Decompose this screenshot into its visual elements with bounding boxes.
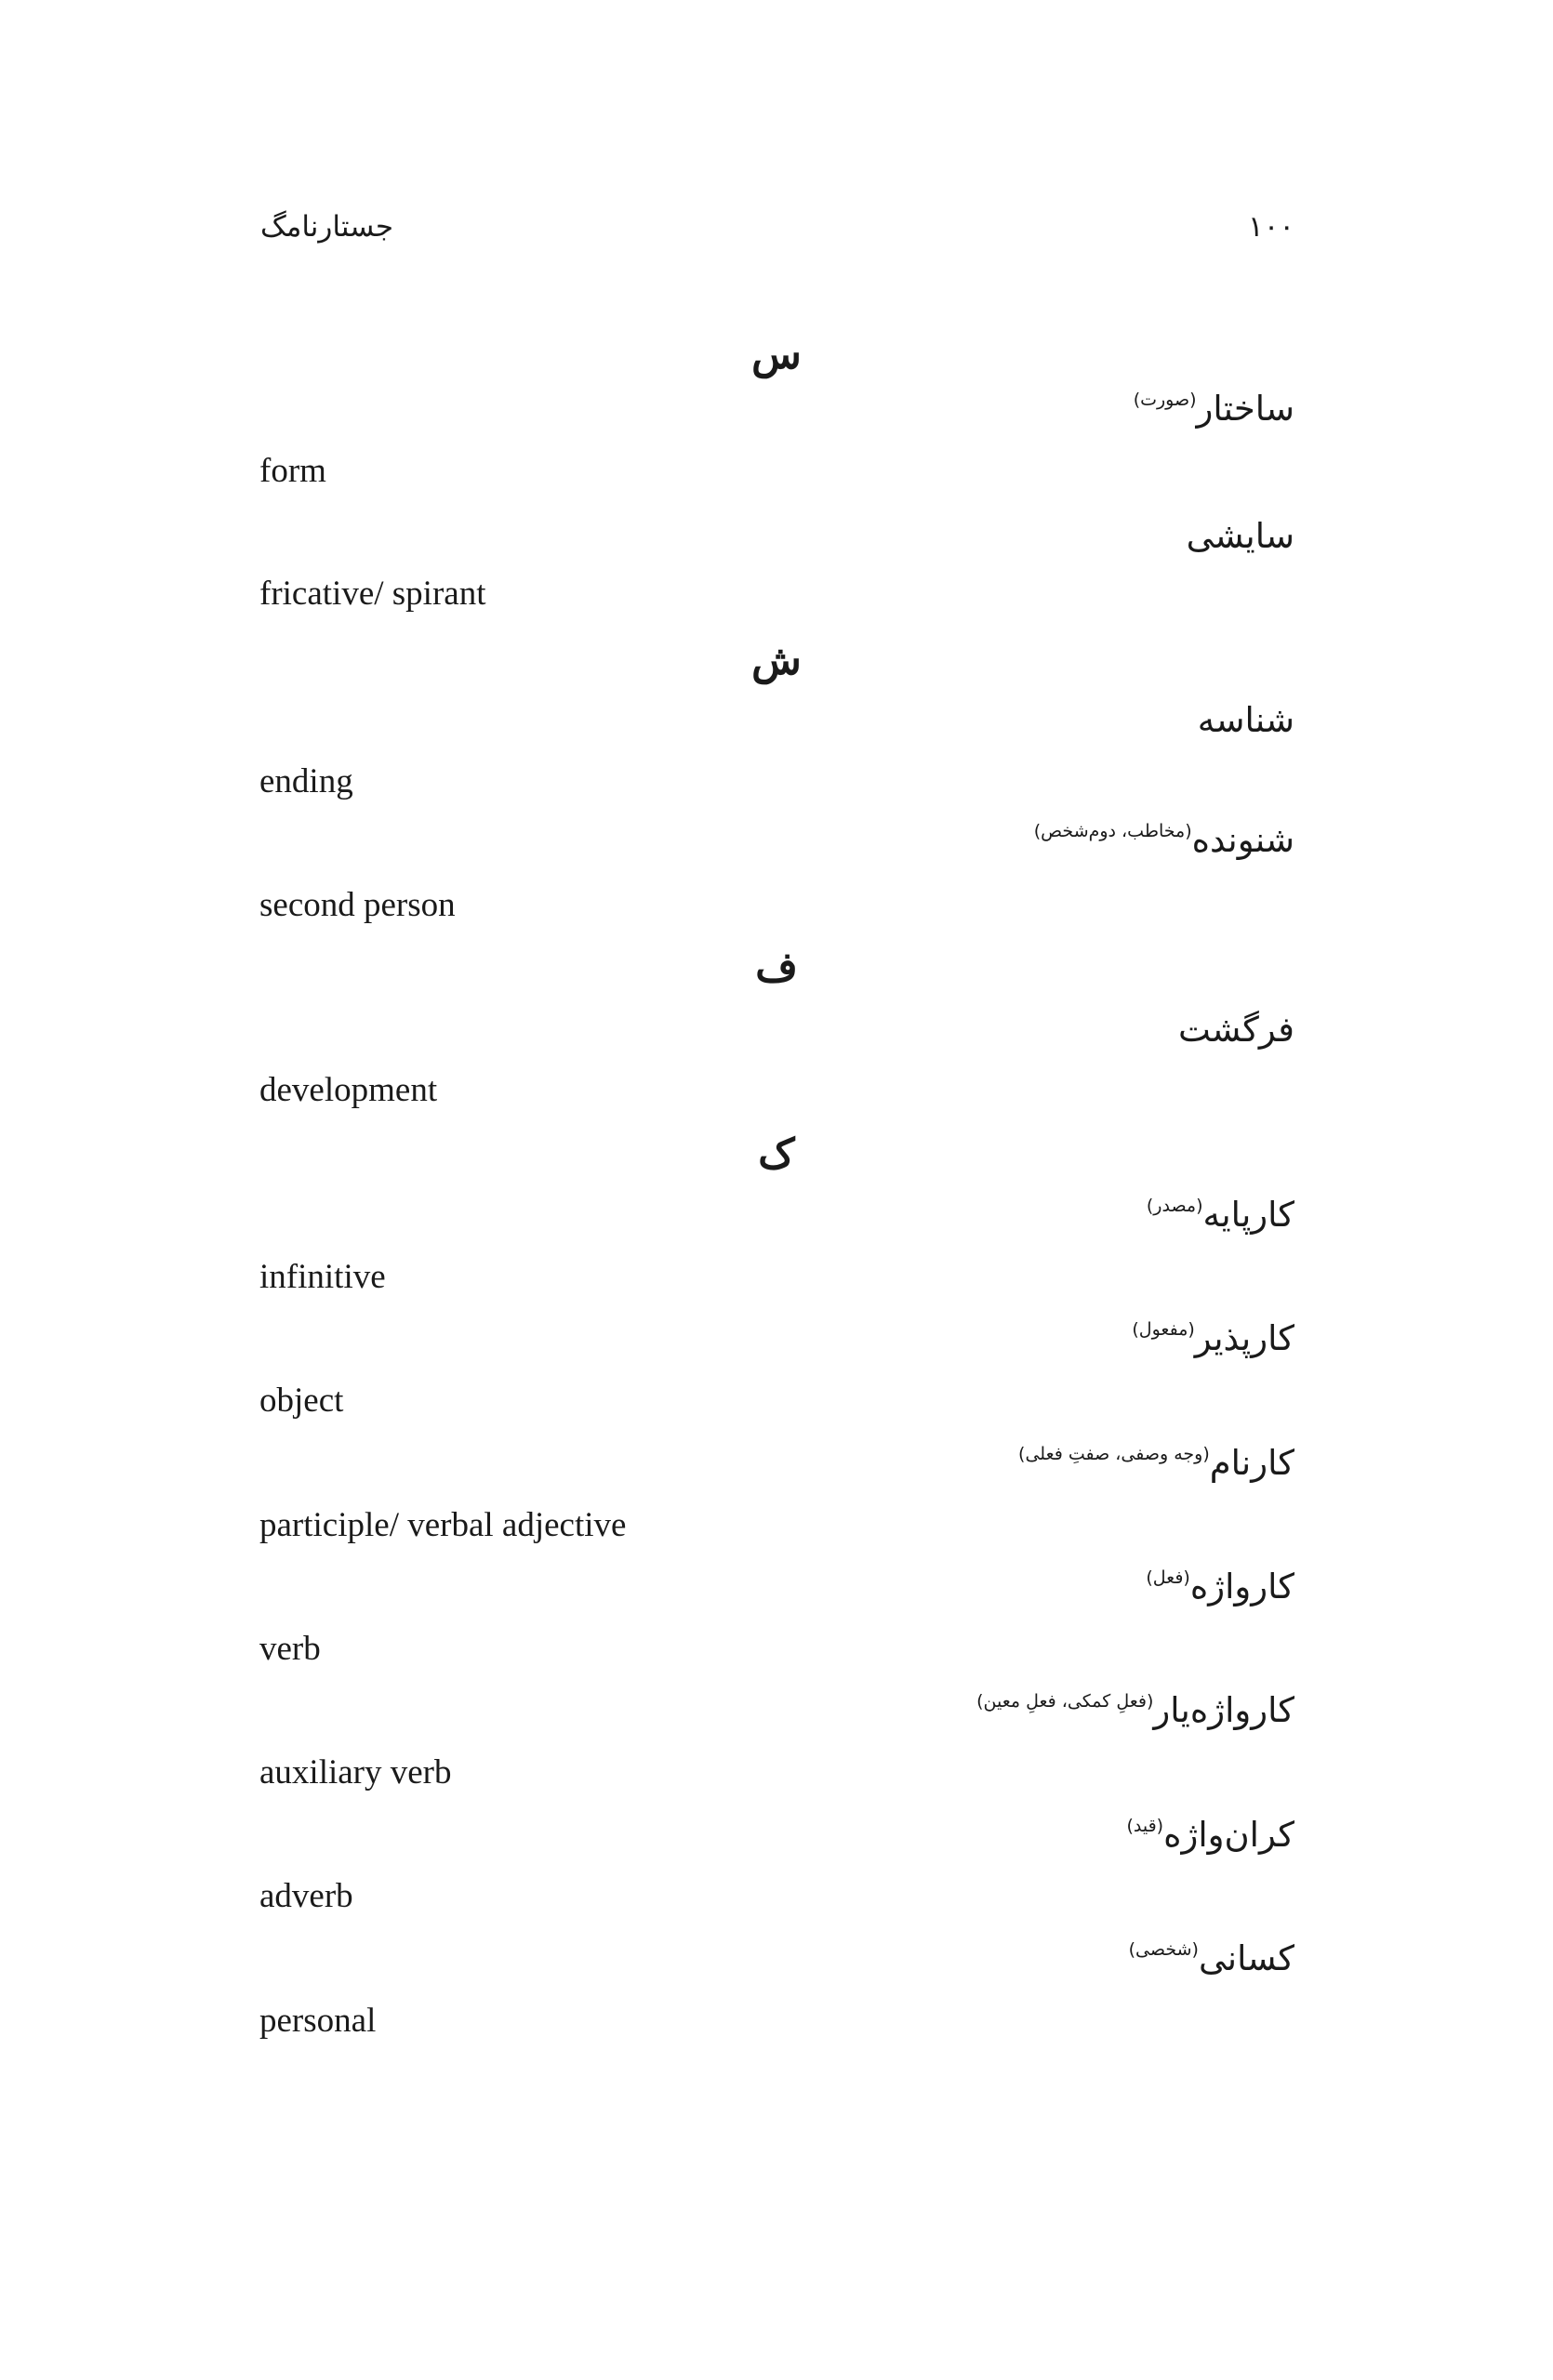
- persian-term-text: کارواژه: [1189, 1567, 1294, 1606]
- section-letter-sin: س: [751, 331, 802, 378]
- persian-term-text: کران‌واژه: [1163, 1815, 1294, 1855]
- persian-term-note: (وجه وصفی، صفتِ فعلی): [1018, 1443, 1210, 1464]
- page-number: ۱۰۰: [1248, 210, 1294, 244]
- english-equivalent: personal: [259, 2002, 377, 2040]
- english-equivalent: adverb: [259, 1877, 353, 1915]
- persian-term-note: (مخاطب، دوم‌شخص): [1033, 820, 1192, 841]
- persian-term-text: سایشی: [1186, 516, 1294, 556]
- persian-term: [1134, 384, 1294, 434]
- english-equivalent: infinitive: [259, 1258, 386, 1296]
- persian-term: [1178, 1005, 1294, 1055]
- persian-term-text: ساختار: [1196, 389, 1294, 429]
- persian-term-text: فرگشت: [1177, 1010, 1294, 1050]
- english-equivalent: development: [259, 1071, 438, 1109]
- section-letter-kaf: ک: [758, 1130, 795, 1178]
- persian-term-note: (شخصی): [1128, 1938, 1199, 1960]
- persian-term-text: کارپذیر: [1194, 1318, 1294, 1358]
- persian-term: [1129, 1934, 1294, 1984]
- english-equivalent: participle/ verbal adjective: [259, 1506, 627, 1544]
- persian-term: [1126, 1810, 1294, 1860]
- persian-term-note: (صورت): [1133, 389, 1197, 410]
- english-equivalent: verb: [259, 1630, 321, 1668]
- section-letter-fe: ف: [755, 944, 798, 991]
- persian-term-text: کارپایه: [1202, 1195, 1294, 1235]
- persian-term-note: (مفعول): [1132, 1318, 1195, 1340]
- persian-term: [1198, 695, 1294, 746]
- english-equivalent: object: [259, 1382, 344, 1420]
- english-equivalent: second person: [259, 886, 456, 924]
- english-equivalent: fricative/ spirant: [259, 575, 486, 613]
- persian-term-text: شناسه: [1197, 700, 1294, 740]
- english-equivalent: form: [259, 452, 326, 490]
- persian-term-note: (فعلِ کمکی، فعلِ معین): [976, 1690, 1154, 1712]
- running-header-title: جستارنامگ: [260, 210, 394, 244]
- persian-term: [1187, 511, 1294, 562]
- english-equivalent: auxiliary verb: [259, 1753, 452, 1792]
- persian-term: [1146, 1562, 1294, 1612]
- persian-term-text: شنونده: [1191, 820, 1294, 860]
- persian-term-text: کارواژه‌یار: [1153, 1690, 1294, 1730]
- english-equivalent: ending: [259, 762, 353, 800]
- persian-term: [1132, 1314, 1294, 1364]
- persian-term: [1018, 1438, 1294, 1488]
- persian-term-note: (فعل): [1146, 1567, 1190, 1588]
- persian-term-text: کارنام: [1209, 1443, 1294, 1483]
- persian-term-text: کسانی: [1198, 1938, 1294, 1978]
- persian-term: [1147, 1190, 1294, 1240]
- persian-term-note: (قید): [1126, 1815, 1164, 1836]
- section-letter-shin: ش: [751, 637, 802, 684]
- persian-term-note: (مصدر): [1146, 1195, 1203, 1216]
- persian-term: [976, 1686, 1294, 1736]
- persian-term: [1034, 815, 1294, 866]
